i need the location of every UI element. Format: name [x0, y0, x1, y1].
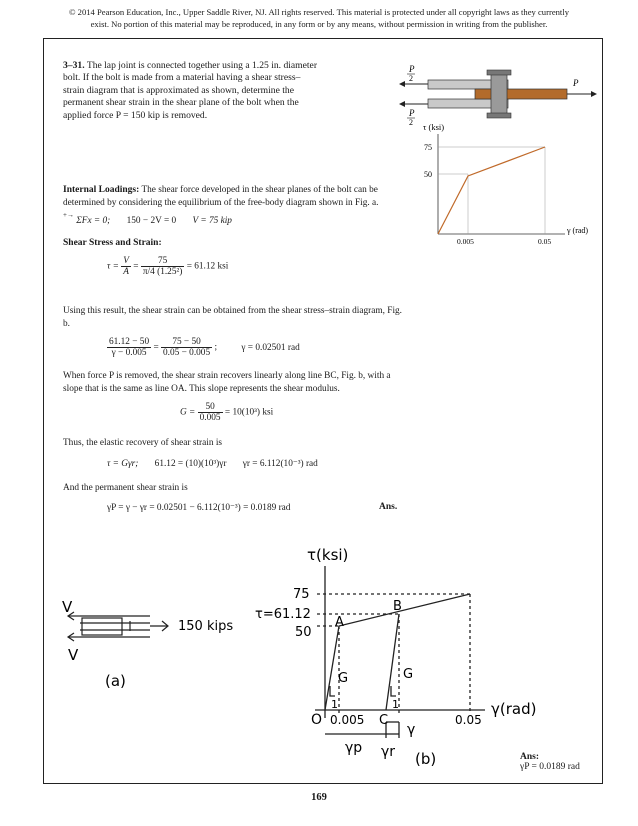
stress-strain-curve — [438, 147, 545, 234]
ytick-75: 75 — [424, 143, 432, 152]
using-text: Using this result, the shear strain can be obtained from the shear stress–strain diagram, Fig. b. — [63, 306, 402, 329]
tau-frac2-den: π/4 (1.25²) — [142, 267, 183, 277]
tau-frac2-num: 75 — [141, 256, 185, 267]
sketch-b-t6112: τ=61.12 — [255, 607, 311, 622]
sign-convention-icon: +→ — [63, 211, 74, 219]
answer-label: Ans: — [520, 752, 540, 762]
stress-strain-chart — [423, 122, 588, 246]
label-p: P — [573, 78, 579, 88]
eq1-mid: 150 − 2V = 0 — [126, 216, 177, 226]
internal-text: The shear force developed in the shear planes of the bolt can be determined by considering the equilibrium of the free-body diagram shown in Fig. a. — [63, 185, 379, 208]
eq1-rhs: V = 75 kip — [192, 216, 232, 226]
perm-eq: γP = γ − γr = 0.02501 − 6.112(10⁻³) = 0.0189 rad — [107, 503, 291, 513]
copyright-notice — [0, 6, 638, 30]
ratio-left-den: γ − 0.005 — [111, 348, 147, 358]
chart-y-label: τ (ksi) — [423, 122, 445, 132]
ans-marker: Ans. — [379, 502, 398, 512]
perm-text: And the permanent shear strain is — [63, 483, 188, 493]
tau-frac1-den: A — [123, 267, 129, 277]
sketch-b-gamma-p: γp — [345, 740, 363, 756]
tau-equation: τ = $\frac{V}{A}$ = $\frac{75}{\text{π/4 (1.25²)}}$ = 61.12 ksi — [107, 256, 229, 277]
xtick-005: 0.05 — [538, 237, 552, 246]
ratio-left-num: 61.12 − 50 — [109, 337, 150, 347]
sketch-b — [255, 538, 555, 778]
tau-frac1-num: V — [123, 256, 129, 266]
sketch-b-gamma-r: γr — [381, 744, 396, 760]
problem-statement — [63, 60, 318, 122]
internal-loadings — [63, 184, 403, 209]
label-p-half-top: P — [409, 64, 415, 74]
tau-lhs: τ = — [107, 261, 119, 272]
rec-eq-2: 61.12 = (10)(10³)γr — [154, 459, 227, 469]
when-text: When force P is removed, the shear strain recovers linearly along line BC, Fig. b, with a slope that is the same as line OA. This slope represents the shear modulus. — [63, 371, 391, 394]
sketch-b-point-c: C — [379, 713, 389, 728]
ratio-equation: $\frac{61.12 - 50}{\gamma - 0.005}$ = $\frac{75 - 50}{0.05 - 0.005}$ ; γ = 0.02501 rad — [109, 337, 300, 358]
problem-number: 3–31. — [63, 60, 85, 71]
g-equation — [180, 402, 273, 423]
label-p-half-bottom: P — [409, 108, 415, 118]
recovery-equation — [107, 458, 318, 469]
answer-value: γP = 0.0189 rad — [520, 762, 580, 772]
problem-figure — [395, 58, 605, 248]
label-p-half-top-den: 2 — [409, 74, 413, 83]
problem-text: The lap joint is connected together using a 1.25 in. diameter bolt. If the bolt is made from a material having a shear stress–strain diagram that is approximated as shown, determine the permanent shear strain in the shear plane of the bolt when the applied force P = 150 kip is removed. — [63, 60, 318, 121]
label-p-half-bottom-den: 2 — [409, 118, 413, 127]
sketch-b-one-1: 1 — [331, 698, 338, 711]
sketch-a — [60, 590, 260, 700]
ratio-right-den: 0.05 − 0.005 — [163, 348, 211, 358]
sketch-b-g1: G — [338, 671, 349, 686]
ratio-right — [161, 337, 212, 358]
sketch-b-point-a: A — [335, 615, 344, 630]
answer-box — [520, 752, 580, 772]
lap-joint-diagram — [399, 64, 597, 127]
thus-text: Thus, the elastic recovery of shear strain is — [63, 438, 223, 448]
sketch-b-origin: O — [311, 712, 323, 728]
sketch-b-x2: 0.05 — [455, 713, 482, 727]
tau-frac-2 — [141, 256, 185, 277]
rec-eq-1: τ = Gγr; — [107, 459, 139, 469]
sketch-b-point-b: B — [393, 599, 402, 614]
g-rhs: = 10(10³) ksi — [224, 407, 274, 418]
sketch-a-force: 150 kips — [178, 619, 234, 634]
g-lhs: G = — [180, 407, 196, 418]
g-num: 50 — [198, 402, 223, 413]
ratio-left — [107, 337, 151, 358]
page-number: 169 — [311, 792, 327, 803]
sketch-a-v-top: V — [62, 598, 73, 616]
sketch-b-g2: G — [403, 667, 414, 682]
sketch-b-t75: 75 — [293, 587, 310, 602]
sketch-b-y-label: τ(ksi) — [307, 546, 349, 564]
sketch-b-gamma: γ — [407, 722, 416, 738]
ratio-right-num: 75 − 50 — [161, 337, 212, 348]
stress-heading: Shear Stress and Strain: — [63, 238, 162, 248]
tau-frac-1 — [121, 256, 131, 277]
perm-equation — [107, 502, 407, 513]
rec-eq-3: γr = 6.112(10⁻³) rad — [242, 459, 318, 469]
ytick-50: 50 — [424, 170, 432, 179]
copyright-line-2: exist. No portion of this material may be reproduced, in any form or by any means, without permission in writing from the publisher. — [90, 19, 548, 29]
equilibrium-equation — [63, 211, 403, 226]
copyright-line-1: © 2014 Pearson Education, Inc., Upper Saddle River, NJ. All rights reserved. This material is protected under all copyright laws as they currently — [68, 7, 570, 17]
g-den: 0.005 — [199, 413, 221, 423]
sketch-a-v-bottom: V — [68, 646, 79, 664]
sketch-b-x1: 0.005 — [330, 713, 365, 727]
xtick-0005: 0.005 — [457, 237, 474, 246]
gamma-result: γ = 0.02501 rad — [241, 342, 300, 353]
sketch-b-t50: 50 — [295, 625, 312, 640]
sketch-a-label: (a) — [105, 672, 126, 690]
tau-result: = 61.12 ksi — [186, 261, 229, 272]
chart-x-label: γ (rad) — [567, 226, 589, 235]
g-frac — [198, 402, 223, 423]
sketch-b-label: (b) — [415, 750, 437, 768]
internal-heading: Internal Loadings: — [63, 185, 140, 195]
eq1-lhs: ΣFx = 0; — [76, 216, 111, 226]
sketch-b-x-label: γ(rad) — [491, 700, 537, 718]
sketch-b-one-2: 1 — [392, 698, 399, 711]
